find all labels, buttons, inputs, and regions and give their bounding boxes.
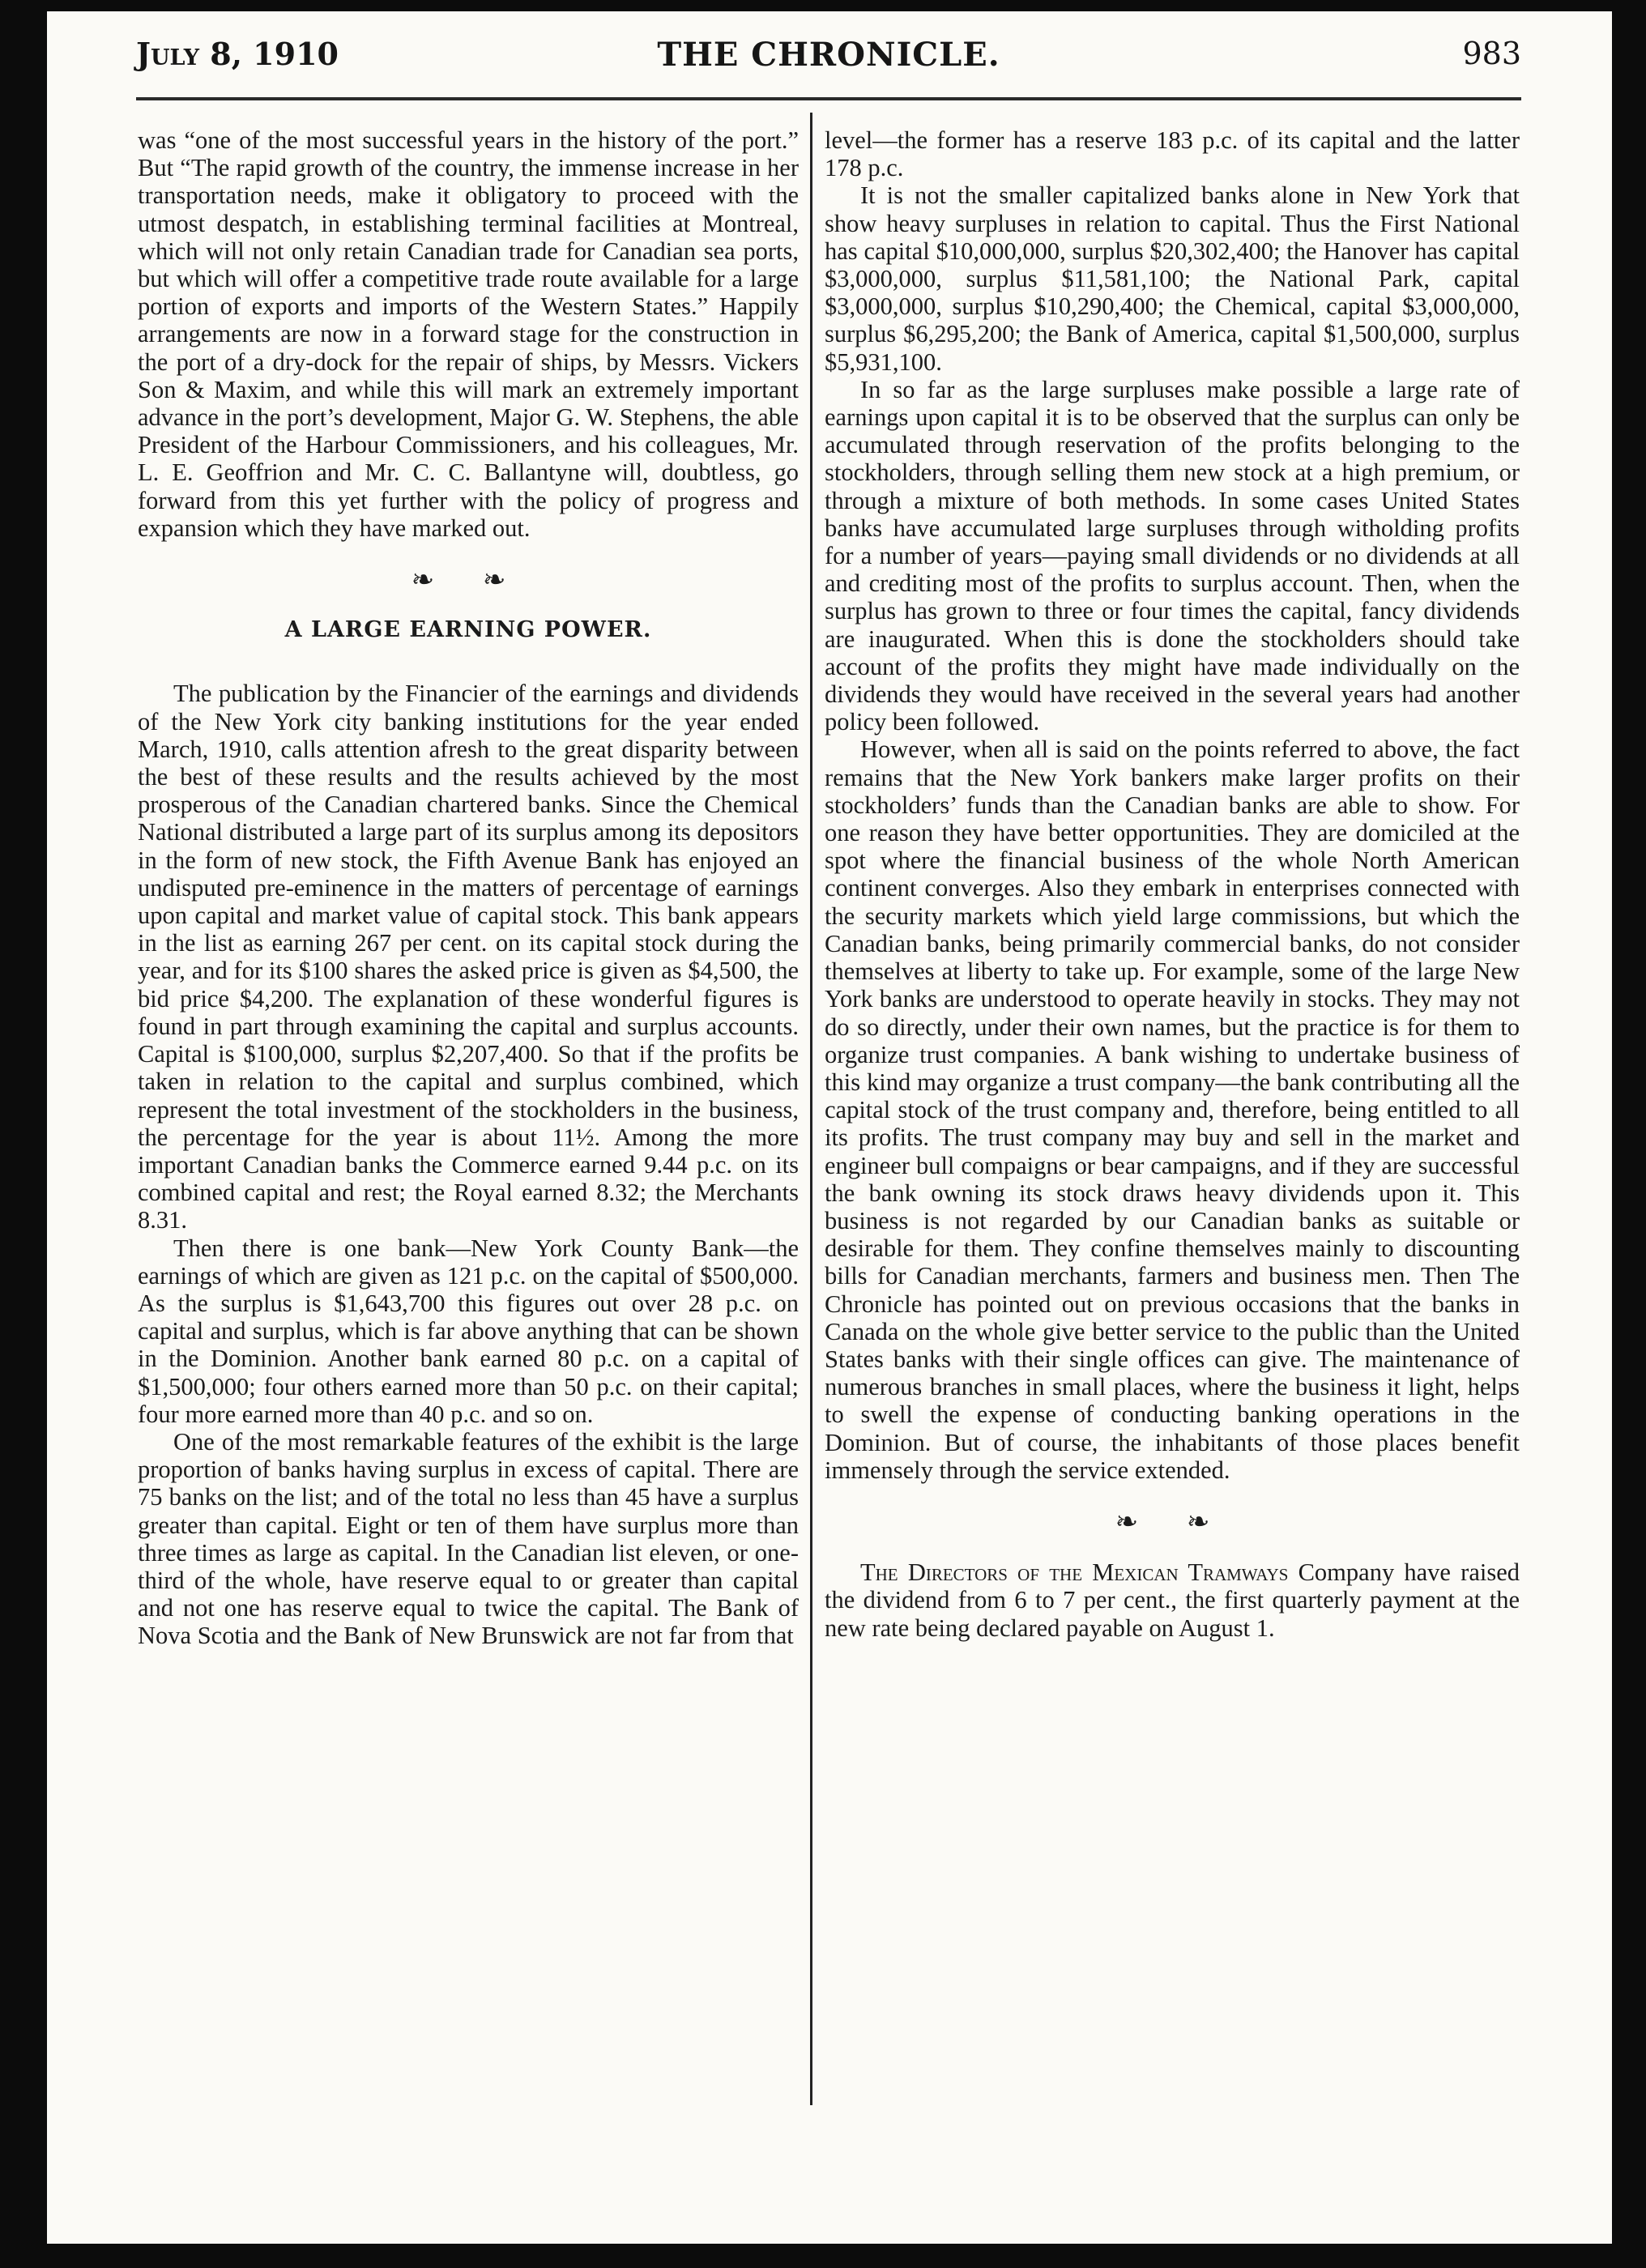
right-paragraph-2: It is not the smaller capitalized banks alone in New York that show heavy surpluses in relation to capital. Thus the First National has capital $10,000,000, surplus $20,302,400; the Hanover has capital $3,000,000, surplus $11,581,100; the National Park, capital $3,000,000, surplus $10,290,400; the Chemical, capital $3,000,000, surplus $6,295,200; the Bank of America, capital $1,500,000, surplus $5,931,100. (825, 181, 1520, 376)
right-paragraph-4: However, when all is said on the points referred to above, the fact remains that the New York bankers make larger profits on their stockholders’ funds than the Canadian banks are able to show. For one reason they have better opportunities. They are domiciled at the spot where the financial business of the whole North American continent converges. Also they embark in enterprises connected with the security markets which yield large commissions, but which the Canadian banks, being primarily commercial banks, do not consider themselves at liberty to take up. For example, some of the large New York banks are understood to operate heavily in stocks. They may not do so directly, under their own names, but the practice is for them to organize trust companies. A bank wishing to undertake business of this kind may organize a trust company—the bank contributing all the capital stock of the trust company and, therefore, being entitled to all its profits. The trust company may buy and sell in the market and engineer bull compaigns or bear campaigns, and if they are successful the bank owning its stock draws heavy dividends upon it. This business is not regarded by our Canadian banks as suitable or desirable for them. They confine themselves mainly to discounting bills for Canadian merchants, farmers and business men. Then The Chronicle has pointed out on previous occasions that the banks in Canada on the whole give better service to the public than the United States banks with their single offices can give. The maintenance of numerous branches in small places, where the business it light, helps to swell the expense of conducting banking operations in the Dominion. But of course, the inhabitants of those places benefit immensely through the service extended. (825, 735, 1520, 1484)
header-rule (136, 97, 1521, 100)
right-column (825, 126, 1520, 1642)
column-divider (810, 113, 812, 2105)
left-paragraph-1: was “one of the most successful years in the history of the port.” But “The rapid growth of the country, the immense increase in her transportation needs, make it obligatory to proceed with the utmost despatch, in establishing terminal facilities at Montreal, which will not only retain Canadian trade for Canadian sea ports, but which will offer a competitive trade route available for a large portion of exports and imports of the Western States.” Happily arrangements are now in a forward stage for the construction in the port of a dry-dock for the repair of ships, by Messrs. Vickers Son & Maxim, and while this will mark an extremely important advance in the port’s development, Major G. W. Stephens, the able President of the Harbour Commissioners, and his colleagues, Mr. L. E. Geoffrion and Mr. C. C. Ballantyne will, doubtless, go forward from this yet further with the policy of progress and expansion which they have marked out. (138, 126, 799, 542)
right-paragraph-1: level—the former has a reserve 183 p.c. of its capital and the latter 178 p.c. (825, 126, 1520, 182)
article-heading: A LARGE EARNING POWER. (284, 617, 652, 643)
left-column (138, 126, 799, 1650)
header-title: THE CHRONICLE. (657, 36, 1000, 74)
left-paragraph-2: The publication by the Financier of the earnings and dividends of the New York city banking institutions for the year ended March, 1910, calls attention afresh to the great disparity between the best of these results and the results achieved by the most prosperous of the Canadian chartered banks. Since the Chemical National distributed a large part of its surplus among its depositors in the form of new stock, the Fifth Avenue Bank has enjoyed an undisputed pre-eminence in the matters of percentage of earnings upon capital and market value of capital stock. This bank appears in the list as earning 267 per cent. on its capital stock during the year, and for its $100 shares the asked price is given as $4,500, the bid price $4,200. The explanation of these wonderful figures is found in part through examining the capital and surplus accounts. Capital is $100,000, surplus $2,207,400. So that if the profits be taken in relation to the capital and surplus combined, which represent the total investment of the stockholders in the business, the percentage for the year is about 11½. Among the more important Canadian banks the Commerce earned 9.44 p.c. on its combined capital and rest; the Royal earned 8.32; the Merchants 8.31. (138, 680, 799, 1234)
section-ornament-2: ❧ ❧ (1115, 1505, 1230, 1538)
page-header (136, 36, 1521, 84)
left-paragraph-3: Then there is one bank—New York County Bank—the earnings of which are given as 121 p.c. on the capital of $500,000. As the surplus is $1,643,700 this figures out over 28 p.c. on capital and surplus, which is far above anything that can be shown in the Dominion. Another bank earned 80 p.c. on a capital of $1,500,000; four others earned more than 50 p.c. on their capital; four more earned more than 40 p.c. and so on. (138, 1234, 799, 1428)
section-ornament: ❧ ❧ (411, 564, 526, 597)
newspaper-page (47, 11, 1612, 2244)
left-paragraph-4: One of the most remarkable features of the exhibit is the large proportion of banks having surplus in excess of capital. There are 75 banks on the list; and of the total no less than 45 have a surplus greater than capital. Eight or ten of them have surplus more than three times as large as capital. In the Canadian list eleven, or one-third of the whole, have reserve equal to or greater than capital and not one has reserve equal to twice the capital. The Bank of Nova Scotia and the Bank of New Brunswick are not far from that (138, 1427, 799, 1650)
right-paragraph-3: In so far as the large surpluses make possible a large rate of earnings upon capital it is to be observed that the surplus can only be accumulated through reservation of the profits belonging to the stockholders, through selling them new stock at a high premium, or through a mixture of both methods. In some cases United States banks have accumulated large surpluses through witholding profits for a number of years—paying small dividends or no dividends at all and crediting most of the profits to surplus account. Then, when the surplus has grown to three or four times the capital, fancy dividends are inaugurated. When this is done the stockholders should take account of the profits they might have made individually on the dividends they would have received in the several years had another policy been followed. (825, 375, 1520, 736)
notice-body: Company have raised the dividend from 6 to 7 per cent., the first quarterly payment at the new rate being declared payable on August 1. (825, 1558, 1520, 1642)
header-date: July 8, 1910 (136, 36, 339, 72)
right-paragraph-5 (825, 1558, 1520, 1642)
header-page-number: 983 (1462, 36, 1521, 71)
notice-lead: The Directors of the Mexican Tramways (860, 1558, 1289, 1587)
